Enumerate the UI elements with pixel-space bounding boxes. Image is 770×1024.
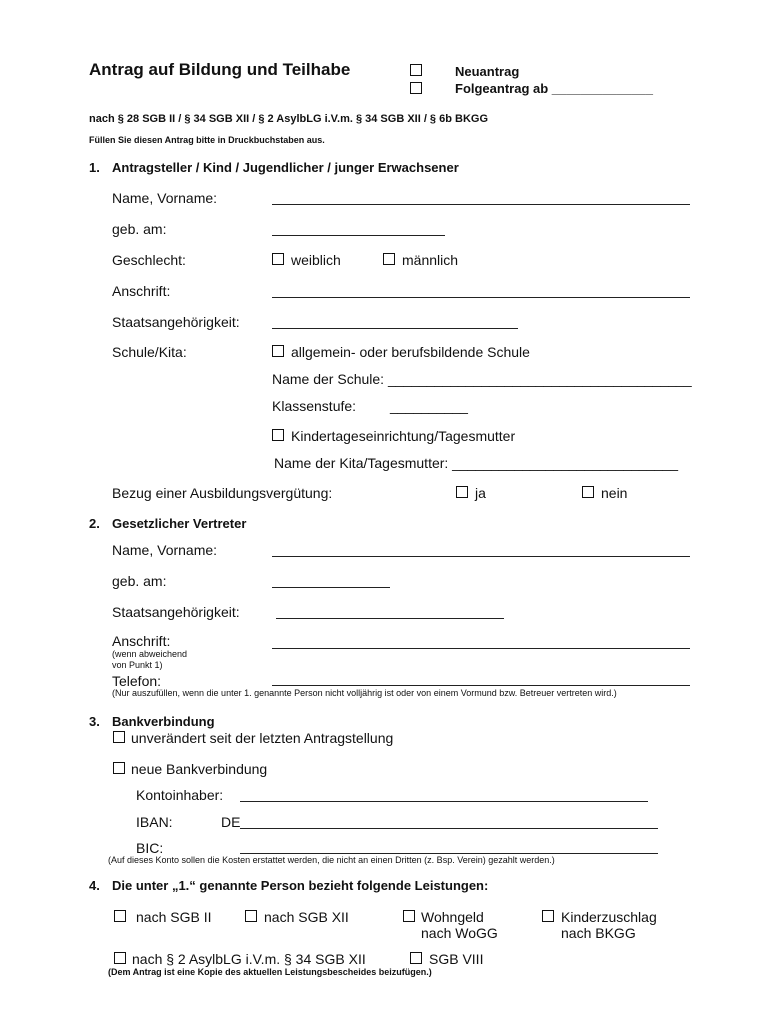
legal-basis: nach § 28 SGB II / § 34 SGB XII / § 2 AsylbLG i.V.m. § 34 SGB XII / § 6b BKGG <box>89 113 489 125</box>
folgeantrag-label: Folgeantrag ab ______________ <box>455 81 654 96</box>
section1-number: 1. <box>89 160 100 175</box>
school-name-field[interactable]: Name der Schule: _______________________________________ <box>272 371 692 387</box>
sgb12-checkbox[interactable] <box>245 910 257 922</box>
kita-name-field[interactable]: Name der Kita/Tagesmutter: _____________________________ <box>274 455 678 471</box>
sgb2-label: nach SGB II <box>136 909 212 925</box>
kiz-label-1: Kinderzuschlag <box>561 909 657 925</box>
sgb2-checkbox[interactable] <box>114 910 126 922</box>
iban-label: IBAN: <box>136 814 173 830</box>
s1-name-field[interactable] <box>272 204 690 205</box>
s2-nationality-label: Staatsangehörigkeit: <box>112 604 240 620</box>
male-label: männlich <box>402 252 459 268</box>
instruction-text: Füllen Sie diesen Antrag bitte in Druckbuchstaben aus. <box>89 135 325 145</box>
bank-unchanged-checkbox[interactable] <box>113 731 125 743</box>
s2-name-label: Name, Vorname: <box>112 542 218 558</box>
iban-prefix: DE <box>221 814 241 830</box>
section2-number: 2. <box>89 516 100 531</box>
bank-new-label: neue Bankverbindung <box>131 761 268 777</box>
training-yes-label: ja <box>475 485 486 501</box>
s1-dob-label: geb. am: <box>112 221 167 237</box>
section3-number: 3. <box>89 714 100 729</box>
sgb8-checkbox[interactable] <box>410 952 422 964</box>
s1-address-field[interactable] <box>272 297 690 298</box>
neuantrag-checkbox[interactable] <box>410 64 422 76</box>
school-option-label: allgemein- oder berufsbildende Schule <box>291 344 530 360</box>
section3-title: Bankverbindung <box>112 714 215 729</box>
sgb12-label: nach SGB XII <box>264 909 349 925</box>
bank-unchanged-label: unverändert seit der letzten Antragstellung <box>131 730 394 746</box>
training-label: Bezug einer Ausbildungsvergütung: <box>112 485 333 501</box>
s2-nationality-field[interactable] <box>276 618 504 619</box>
s1-name-label: Name, Vorname: <box>112 190 218 206</box>
asylblg-checkbox[interactable] <box>114 952 126 964</box>
male-checkbox[interactable] <box>383 253 395 265</box>
iban-field[interactable] <box>240 828 658 829</box>
wohngeld-label-1: Wohngeld <box>421 909 484 925</box>
sgb8-label: SGB VIII <box>429 951 484 967</box>
s2-dob-label: geb. am: <box>112 573 167 589</box>
folgeantrag-checkbox[interactable] <box>410 82 422 94</box>
s1-nationality-label: Staatsangehörigkeit: <box>112 314 240 330</box>
s2-footnote: (Nur auszufüllen, wenn die unter 1. genannte Person nicht volljährig ist oder von einem Vormund bzw. Betreuer vertreten wird.) <box>112 688 617 698</box>
s2-address-note-2: von Punkt 1) <box>112 660 163 670</box>
female-checkbox[interactable] <box>272 253 284 265</box>
bic-label: BIC: <box>136 840 164 856</box>
kiz-label-2: nach BKGG <box>561 925 636 941</box>
wohngeld-label-2: nach WoGG <box>421 925 498 941</box>
neuantrag-label: Neuantrag <box>455 64 520 79</box>
s2-phone-field[interactable] <box>272 685 690 686</box>
training-yes-checkbox[interactable] <box>456 486 468 498</box>
section2-title: Gesetzlicher Vertreter <box>112 516 247 531</box>
s2-address-field[interactable] <box>272 648 690 649</box>
s1-dob-field[interactable] <box>272 235 445 236</box>
s1-nationality-field[interactable] <box>272 328 518 329</box>
class-field[interactable]: __________ <box>390 398 468 414</box>
female-label: weiblich <box>291 252 341 268</box>
training-no-checkbox[interactable] <box>582 486 594 498</box>
kita-checkbox[interactable] <box>272 429 284 441</box>
s2-address-note-1: (wenn abweichend <box>112 649 188 659</box>
s1-school-label: Schule/Kita: <box>112 344 187 360</box>
s1-gender-label: Geschlecht: <box>112 252 186 268</box>
wohngeld-checkbox[interactable] <box>403 910 415 922</box>
bank-new-checkbox[interactable] <box>113 762 125 774</box>
s2-name-field[interactable] <box>272 556 690 557</box>
s2-dob-field[interactable] <box>272 587 390 588</box>
holder-field[interactable] <box>240 801 648 802</box>
bic-field[interactable] <box>240 853 658 854</box>
kita-option-label: Kindertageseinrichtung/Tagesmutter <box>291 428 516 444</box>
section4-number: 4. <box>89 878 100 893</box>
s4-footnote: (Dem Antrag ist eine Kopie des aktuellen Leistungsbescheides beizufügen.) <box>108 967 432 977</box>
kiz-checkbox[interactable] <box>542 910 554 922</box>
s2-phone-label: Telefon: <box>112 673 162 689</box>
school-checkbox[interactable] <box>272 345 284 357</box>
asylblg-label: nach § 2 AsylbLG i.V.m. § 34 SGB XII <box>132 951 366 967</box>
s1-address-label: Anschrift: <box>112 283 171 299</box>
s3-footnote: (Auf dieses Konto sollen die Kosten erstattet werden, die nicht an einen Dritten (z. Bsp. Verein) gezahlt werden.) <box>108 855 555 865</box>
section4-title: Die unter „1.“ genannte Person bezieht folgende Leistungen: <box>112 878 489 893</box>
class-label: Klassenstufe: <box>272 398 357 414</box>
s2-address-label: Anschrift: <box>112 633 171 649</box>
section1-title: Antragsteller / Kind / Jugendlicher / junger Erwachsener <box>112 160 459 175</box>
form-title: Antrag auf Bildung und Teilhabe <box>89 60 351 79</box>
training-no-label: nein <box>601 485 628 501</box>
holder-label: Kontoinhaber: <box>136 787 224 803</box>
